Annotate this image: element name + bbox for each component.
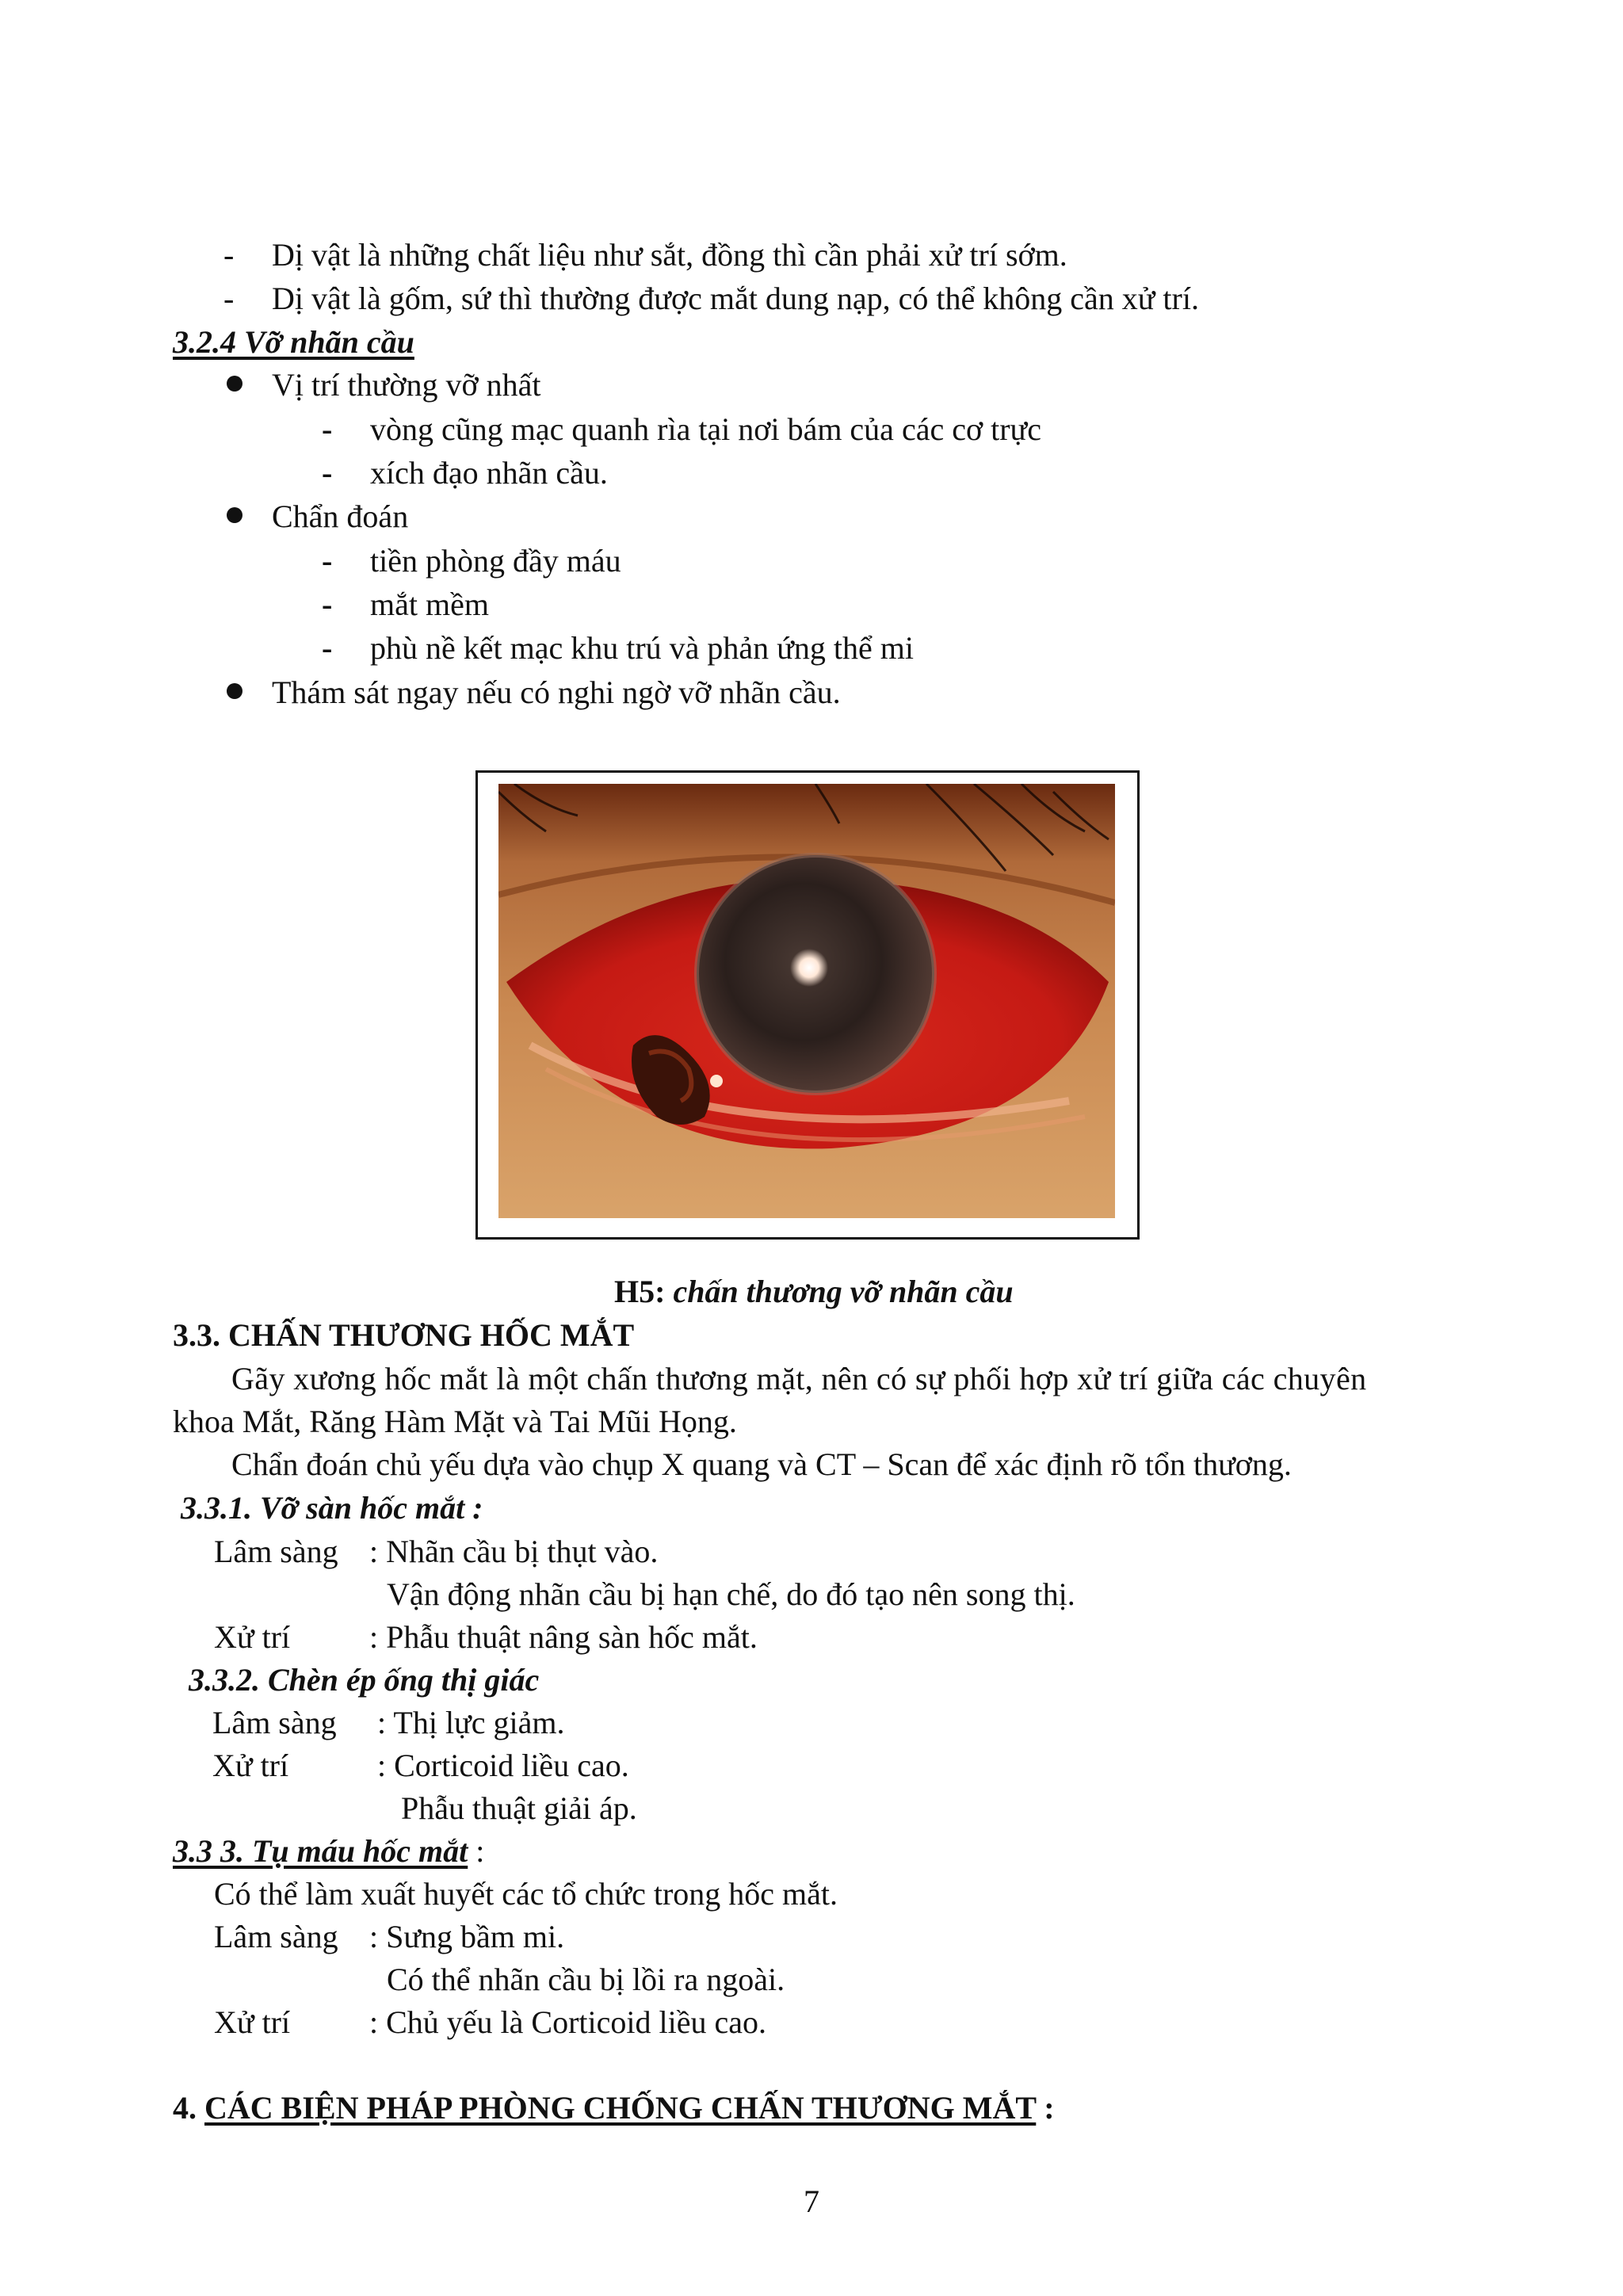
paragraph-line: Gãy xương hốc mắt là một chấn thương mặt, nên có sự phối hợp xử trí giữa các chuyên [231, 1361, 1367, 1396]
list-item: Dị vật là những chất liệu như sắt, đồng thì cần phải xử trí sớm. [272, 237, 1067, 273]
paragraph: Có thể làm xuất huyết các tổ chức trong hốc mắt. [214, 1876, 838, 1912]
list-item: Chẩn đoán [272, 499, 409, 534]
section-number: 4. [173, 2090, 197, 2126]
field-label: Lâm sàng [212, 1705, 337, 1740]
dash-marker: - [223, 237, 235, 273]
dash-marker: - [322, 630, 333, 666]
dash-marker: - [322, 543, 333, 579]
field-value: Vận động nhãn cầu bị hạn chế, do đó tạo nên song thị. [387, 1576, 1075, 1612]
list-item: Vị trí thường vỡ nhất [272, 367, 541, 403]
list-item: mắt mềm [370, 586, 489, 622]
field-value: : Chủ yếu là Corticoid liều cao. [369, 2004, 766, 2040]
heading-suffix: : [468, 1833, 485, 1869]
figure-caption [614, 1271, 1014, 1312]
dash-marker: - [223, 281, 235, 316]
list-item: vòng cũng mạc quanh rìa tại nơi bám của các cơ trực [370, 411, 1041, 447]
list-item: tiền phòng đầy máu [370, 543, 621, 579]
field-label: Xử trí [212, 1748, 289, 1783]
section-title: CÁC BIỆN PHÁP PHÒNG CHỐNG CHẤN THƯƠNG MẮT [204, 2090, 1037, 2126]
list-item: phù nề kết mạc khu trú và phản ứng thể mi [370, 630, 914, 666]
dash-marker: - [322, 411, 333, 447]
subsection-heading-3-3-2: 3.3.2. Chèn ép ống thị giác [189, 1662, 540, 1698]
subsection-heading-3-3-3 [173, 1831, 484, 1872]
field-label: Lâm sàng [214, 1919, 338, 1954]
paragraph-line: khoa Mắt, Răng Hàm Mặt và Tai Mũi Họng. [173, 1404, 737, 1439]
field-value: Phẫu thuật giải áp. [401, 1790, 637, 1826]
list-item: xích đạo nhãn cầu. [370, 455, 608, 491]
section-heading-3-3: 3.3. CHẤN THƯƠNG HỐC MẮT [173, 1317, 635, 1353]
field-value: : Phẫu thuật nâng sàn hốc mắt. [369, 1619, 758, 1655]
bullet-dot [227, 507, 242, 523]
page-number: 7 [804, 2183, 819, 2219]
bullet-dot [227, 683, 242, 699]
list-item: Thám sát ngay nếu có nghi ngờ vỡ nhãn cầu. [272, 674, 841, 710]
figure-label: H5: [614, 1274, 666, 1309]
field-label: Xử trí [214, 1619, 291, 1655]
subsection-heading-3-3-1: 3.3.1. Vỡ sàn hốc mắt : [181, 1490, 483, 1526]
figure-title: chấn thương vỡ nhãn cầu [673, 1274, 1014, 1309]
bullet-dot [227, 376, 242, 392]
paragraph: Chẩn đoán chủ yếu dựa vào chụp X quang và CT – Scan để xác định rõ tổn thương. [231, 1446, 1292, 1482]
field-value: : Corticoid liều cao. [377, 1748, 629, 1783]
eye-photo [498, 784, 1115, 1218]
field-value: Có thể nhãn cầu bị lồi ra ngoài. [387, 1962, 785, 1997]
section-heading-3-2-4: 3.2.4 Vỡ nhãn cầu [173, 324, 414, 360]
field-label: Xử trí [214, 2004, 291, 2040]
field-value: : Thị lực giảm. [377, 1705, 565, 1740]
field-value: : Sưng bầm mi. [369, 1919, 565, 1954]
list-item: Dị vật là gốm, sứ thì thường được mắt dung nạp, có thể không cần xử trí. [272, 281, 1199, 316]
subsection-heading-text: 3.3 3. Tụ máu hốc mắt [173, 1833, 468, 1869]
dash-marker: - [322, 455, 333, 491]
dash-marker: - [322, 586, 333, 622]
field-label: Lâm sàng [214, 1534, 338, 1569]
figure-frame [475, 770, 1140, 1240]
section-heading-4 [173, 2088, 1055, 2129]
field-value: : Nhãn cầu bị thụt vào. [369, 1534, 659, 1569]
heading-suffix: : [1036, 2090, 1055, 2126]
